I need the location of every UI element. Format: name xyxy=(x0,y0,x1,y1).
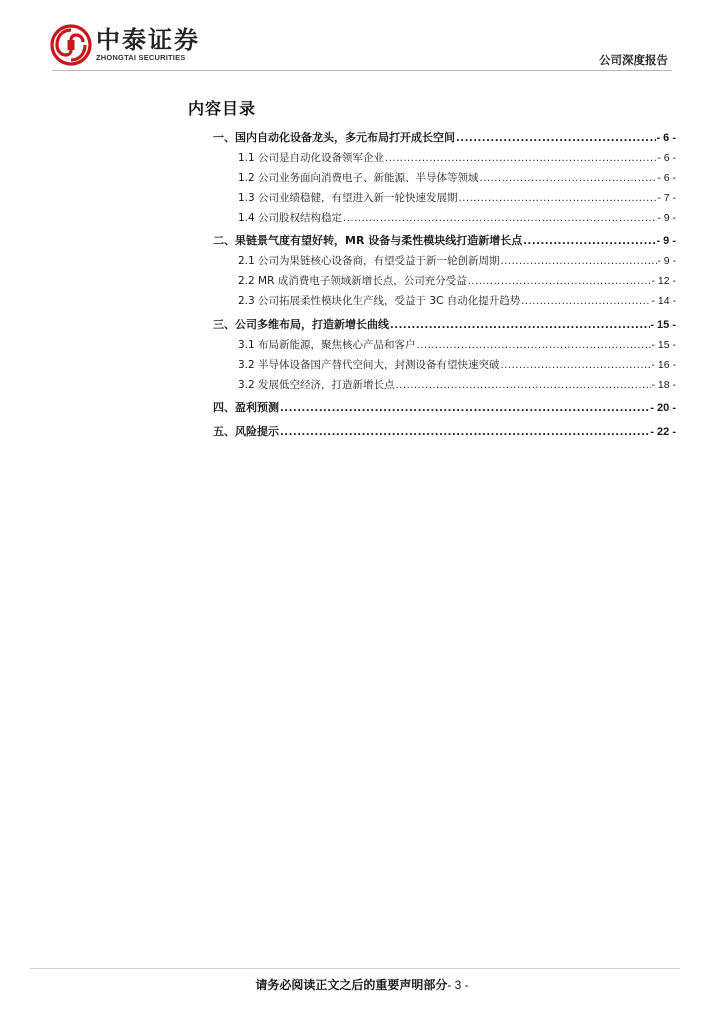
company-logo xyxy=(50,24,200,66)
page-number: - 3 - xyxy=(447,978,469,992)
footer-notice: 请务必阅读正文之后的重要声明部分 xyxy=(255,978,448,992)
toc-entry-text: 2.2 MR 成消费电子领域新增长点，公司充分受益 xyxy=(238,275,467,288)
toc-entry-text: 1.1 公司是自动化设备领军企业 xyxy=(238,152,385,164)
toc-leader-dots xyxy=(342,209,657,228)
toc-leader-dots xyxy=(455,129,656,148)
toc-entry-text: 二、果链景气度有望好转，MR 设备与柔性模块线打造新增长点 xyxy=(213,234,523,248)
toc-entry-text: 2.1 公司为果链核心设备商，有望受益于新一轮创新周期 xyxy=(238,255,500,268)
brand-name-cn: 中泰证券 xyxy=(96,26,200,54)
brand-name-en: ZHONGTAI SECURITIES xyxy=(96,53,186,62)
report-type: 公司深度报告 xyxy=(599,53,668,67)
toc-entry-page: - 20 - xyxy=(650,402,676,415)
toc-entry-text: 三、公司多维布局，打造新增长曲线 xyxy=(213,317,389,331)
page-footer xyxy=(0,976,724,993)
toc-entry-page: - 6 - xyxy=(656,132,676,144)
header-divider xyxy=(52,70,672,71)
toc-entry-page: - 7 - xyxy=(657,192,676,204)
toc-leader-dots xyxy=(279,399,650,418)
toc-entry-page: - 9 - xyxy=(657,212,676,224)
toc-entry-page: - 18 - xyxy=(651,378,676,391)
toc-entry-section[interactable] xyxy=(213,315,676,335)
toc-leader-dots xyxy=(395,376,652,395)
toc-entry-text: 1.3 公司业绩稳健，有望进入新一轮快速发展期 xyxy=(238,192,458,204)
toc-entry-text: 3.1 布局新能源，聚焦核心产品和客户 xyxy=(238,338,416,351)
toc-leader-dots xyxy=(467,272,652,291)
toc-entry-subsection[interactable] xyxy=(213,188,676,208)
toc-leader-dots xyxy=(279,423,650,442)
toc-entry-text: 3.2 发展低空经济，打造新增长点 xyxy=(238,378,395,391)
toc-entry-subsection[interactable] xyxy=(213,168,676,188)
page-header xyxy=(0,0,724,80)
toc-entry-page: - 14 - xyxy=(651,295,676,308)
toc-entry-subsection[interactable] xyxy=(213,208,676,228)
toc-entry-page: - 15 - xyxy=(650,318,676,331)
toc-entry-page: - 6 - xyxy=(657,172,676,184)
toc-entry-page: - 9 - xyxy=(657,255,676,268)
toc-leader-dots xyxy=(500,252,658,271)
toc-leader-dots xyxy=(500,356,652,375)
toc-leader-dots xyxy=(479,169,658,188)
toc-entry-subsection[interactable] xyxy=(213,148,676,168)
toc-entry-text: 1.4 公司股权结构稳定 xyxy=(238,212,343,224)
table-of-contents xyxy=(213,128,676,442)
toc-leader-dots xyxy=(458,189,658,208)
zhongtai-logo-icon xyxy=(50,24,92,66)
toc-entry-text: 2.3 公司拓展柔性模块化生产线，受益于 3C 自动化提升趋势 xyxy=(238,295,521,308)
toc-entry-subsection[interactable] xyxy=(213,291,676,311)
logo-text xyxy=(96,27,200,63)
footer-divider xyxy=(30,968,680,969)
toc-entry-text: 一、国内自动化设备龙头，多元布局打开成长空间 xyxy=(213,131,455,144)
toc-entry-section[interactable] xyxy=(213,128,676,148)
toc-title: 内容目录 xyxy=(188,99,257,118)
toc-entry-subsection[interactable] xyxy=(213,271,676,291)
toc-entry-page: - 15 - xyxy=(651,338,676,351)
toc-entry-subsection[interactable] xyxy=(213,251,676,271)
toc-entry-subsection[interactable] xyxy=(213,355,676,375)
toc-entry-page: - 6 - xyxy=(657,152,676,164)
toc-entry-page: - 22 - xyxy=(650,425,676,438)
toc-entry-text: 1.2 公司业务面向消费电子、新能源、半导体等领域 xyxy=(238,172,479,184)
toc-leader-dots xyxy=(520,292,651,311)
toc-entry-section[interactable] xyxy=(213,422,676,442)
toc-entry-subsection[interactable] xyxy=(213,375,676,395)
toc-leader-dots xyxy=(384,149,657,168)
toc-entry-subsection[interactable] xyxy=(213,335,676,355)
toc-entry-page: - 12 - xyxy=(651,275,676,288)
toc-entry-section[interactable] xyxy=(213,398,676,418)
toc-entry-text: 五、风险提示 xyxy=(213,424,279,438)
toc-leader-dots xyxy=(416,336,652,355)
toc-entry-text: 3.2 半导体设备国产替代空间大，封测设备有望快速突破 xyxy=(238,358,500,371)
toc-entry-text: 四、盈利预测 xyxy=(213,401,279,415)
toc-leader-dots xyxy=(389,316,650,335)
toc-entry-section[interactable] xyxy=(213,231,676,251)
toc-entry-page: - 9 - xyxy=(656,235,676,248)
toc-leader-dots xyxy=(522,232,656,251)
toc-entry-page: - 16 - xyxy=(651,358,676,371)
